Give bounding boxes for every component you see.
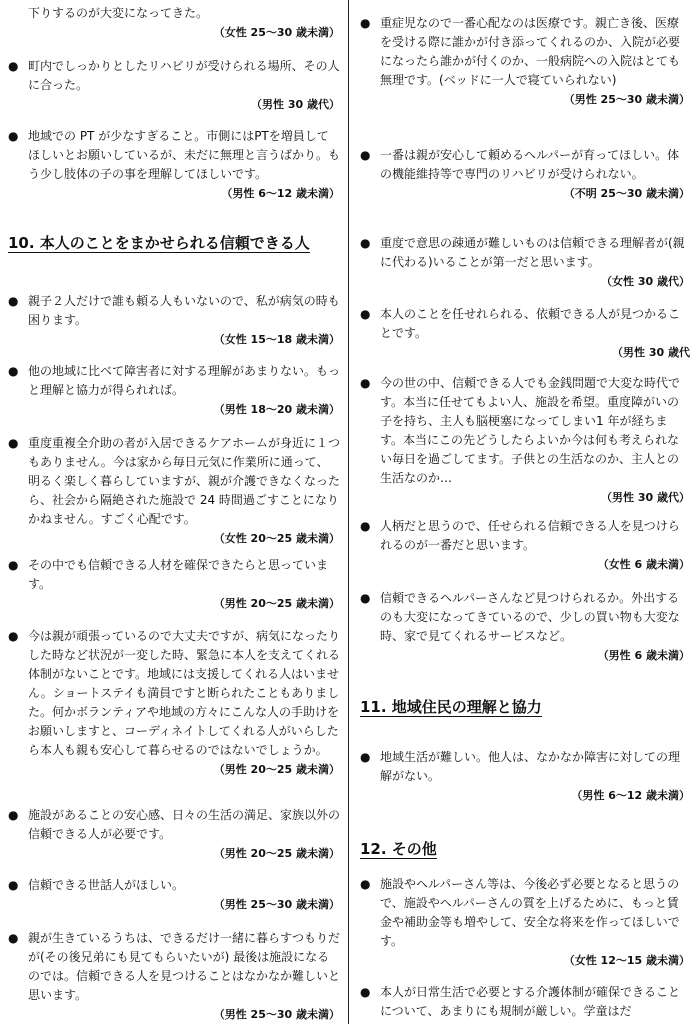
- item-attribution: （男性 6～12 歳未満）: [221, 187, 340, 200]
- bullet-icon: ●: [360, 376, 371, 390]
- item-text: 親子２人だけで誰も頼る人もいないので、私が病気の時も困ります。: [28, 294, 340, 327]
- list-item: [360, 589, 690, 664]
- item-text: 今の世の中、信頼できる人でも金銭問題で大変な時代です。本当に任せてもよい人、施設を希望。重度障がいの子を持ち、主人も脳梗塞になってしまい1 年が経ちます。本当にこの先どうしたらよいか今は何も考えられない毎日を過ごしてます。子供との生活なのか、主人との生活なのか…: [380, 376, 681, 485]
- item-attribution: （男性 25～30 歳未満）: [563, 93, 690, 106]
- list-item: [360, 748, 690, 804]
- item-text: 施設やヘルパーさん等は、今後必ず必要となると思うので、施設やヘルパーさんの質を上げるために、もっと賃金や補助金等も増やして、安全な将来を作ってほしいです。: [380, 877, 680, 948]
- item-attribution: （不明 25～30 歳未満）: [563, 187, 690, 200]
- item-attribution: （女性 6 歳未満）: [597, 558, 690, 571]
- item-attribution: （男性 30 歳代）: [601, 491, 690, 504]
- list-item: [360, 983, 690, 1021]
- item-text: 重度で意思の疎通が難しいものは信頼できる理解者が(親に代わる)いることが第一だと思います。: [380, 236, 685, 269]
- bullet-icon: ●: [360, 985, 371, 999]
- bullet-icon: ●: [360, 236, 371, 250]
- list-item: [8, 806, 340, 862]
- item-text: 地域生活が難しい。他人は、なかなか障害に対しての理解がない。: [380, 750, 681, 783]
- column-divider: [348, 0, 349, 1024]
- bullet-icon: ●: [360, 750, 371, 764]
- list-item: [360, 374, 690, 506]
- list-item: [8, 57, 340, 113]
- item-attribution: （男性 6～12 歳未満）: [571, 789, 690, 802]
- bullet-icon: ●: [8, 558, 19, 572]
- item-text: 施設があることの安心感、日々の生活の満足、家族以外の信頼できる人が必要です。: [28, 808, 341, 841]
- item-attribution: （男性 25～30 歳未満）: [213, 898, 340, 911]
- item-attribution: （女性 12～15 歳未満）: [563, 954, 690, 967]
- item-text: 重度重複全介助の者が入居できるケアホームが身近に１つもありません。今は家から毎日元気に作業所に通って、明るく楽しく暮らしていますが、親が介護できなくなったら、社会から隔絶された施設で 24 時間過ごすことになりかねません。すごく心配です。: [28, 436, 341, 526]
- bullet-icon: ●: [360, 591, 371, 605]
- item-attribution: （男性 20～25 歳未満）: [213, 597, 340, 610]
- list-item: [360, 305, 690, 361]
- item-text: 信頼できる世話人がほしい。: [28, 878, 185, 892]
- item-text: 信頼できるヘルパーさんなど見つけられるか。外出するのも大変になってきているので、少しの買い物も大変な時、家で見てくれるサービスなど。: [380, 591, 680, 643]
- item-attribution: （男性 25～30 歳未満）: [213, 1008, 340, 1021]
- list-item: [8, 929, 340, 1023]
- bullet-icon: ●: [8, 878, 19, 892]
- item-text: 町内でしっかりとしたリハビリが受けられる場所、その人に合った。: [28, 59, 340, 92]
- item-attribution: （男性 6 歳未満）: [597, 649, 690, 662]
- list-item: [360, 234, 690, 290]
- item-attribution: （男性 30 歳代: [612, 346, 690, 359]
- list-item: [360, 875, 690, 969]
- bullet-icon: ●: [8, 364, 19, 378]
- left-column: [8, 0, 340, 1024]
- item-text: 本人が日常生活で必要とする介護体制が確保できることについて、あまりにも規制が厳しい。学童はだ: [380, 985, 681, 1018]
- section-11-heading: 11. 地域住民の理解と協力: [360, 698, 542, 716]
- item-attribution: （女性 20～25 歳未満）: [213, 532, 340, 545]
- list-item: [8, 434, 340, 547]
- bullet-icon: ●: [8, 129, 19, 143]
- item-text: 親が生きているうちは、できるだけ一緒に暮らすつもりだが(その後兄弟にも見てもらいたいが) 最後は施設になるのでは。信頼できる人を見つけることはなかなか難しいと思います。: [28, 931, 341, 1002]
- bullet-icon: ●: [8, 294, 19, 308]
- item-text: 重症児なので一番心配なのは医療です。親亡き後、医療を受ける際に誰かが付き添ってくれるのか、入院が必要になったら誰かが付くのか、一般病院への入院はとても無理です。(ベッドに一人で寝ていられない): [380, 16, 681, 87]
- bullet-icon: ●: [8, 436, 19, 450]
- item-attribution: （女性 25～30 歳未満）: [213, 26, 340, 39]
- item-attribution: （男性 30 歳代）: [251, 98, 340, 111]
- list-item: [8, 627, 340, 778]
- list-item: [8, 876, 340, 913]
- bullet-icon: ●: [360, 877, 371, 891]
- right-column: [360, 0, 690, 1024]
- list-item: [360, 146, 690, 202]
- item-text: 一番は親が安心して頼めるヘルパーが育ってほしい。体の機能維持等で専門のリハビリが受けられない。: [380, 148, 680, 181]
- item-text: 今は親が頑張っているので大丈夫ですが、病気になったりした時など状況が一変した時、緊急に本人を支えてくれる体制がないことです。地域には支援してくれる人はいません。ショートステイも満員ですと断られたこともありました。何かボランティアや地域の方々にこんな人の手助けをお願いしますと、コーディネイトしてくれる人がいらしたら本人も親も安心して暮らせるのではないでしょうか。: [28, 629, 341, 757]
- item-attribution: （女性 15～18 歳未満）: [213, 333, 340, 346]
- item-attribution: （男性 20～25 歳未満）: [213, 847, 340, 860]
- section-12-heading: 12. その他: [360, 840, 437, 858]
- item-text: その中でも信頼できる人材を確保できたらと思っています。: [28, 558, 329, 591]
- bullet-icon: ●: [8, 931, 19, 945]
- list-item: [8, 556, 340, 612]
- list-item: [8, 127, 340, 202]
- item-attribution: （男性 20～25 歳未満）: [213, 763, 340, 776]
- item-text: 他の地域に比べて障害者に対する理解があまりない。もっと理解と協力が得られれば。: [28, 364, 341, 397]
- bullet-icon: ●: [8, 59, 19, 73]
- item-text: 地域での PT が少なすぎること。市側にはPTを増員してほしいとお願いしているが、未だに無理と言うばかり。もう少し肢体の子の事を理解してほしいです。: [28, 129, 341, 181]
- bullet-icon: ●: [360, 307, 371, 321]
- bullet-icon: ●: [360, 519, 371, 533]
- list-item: [8, 292, 340, 348]
- list-item: [360, 14, 690, 108]
- bullet-icon: ●: [360, 148, 371, 162]
- item-text: 人柄だと思うので、任せられる信頼できる人を見つけられるのが一番だと思います。: [380, 519, 680, 552]
- item-text: 下りするのが大変になってきた。: [28, 6, 209, 20]
- bullet-icon: ●: [8, 808, 19, 822]
- item-attribution: （男性 18～20 歳未満）: [213, 403, 340, 416]
- item-attribution: （女性 30 歳代）: [601, 275, 690, 288]
- section-10-heading: 10. 本人のことをまかせられる信頼できる人: [8, 234, 310, 252]
- bullet-icon: ●: [8, 629, 19, 643]
- list-item: [8, 4, 340, 41]
- item-text: 本人のことを任せれられる、依頼できる人が見つかることです。: [380, 307, 681, 340]
- list-item: [360, 517, 690, 573]
- list-item: [8, 362, 340, 418]
- bullet-icon: ●: [360, 16, 371, 30]
